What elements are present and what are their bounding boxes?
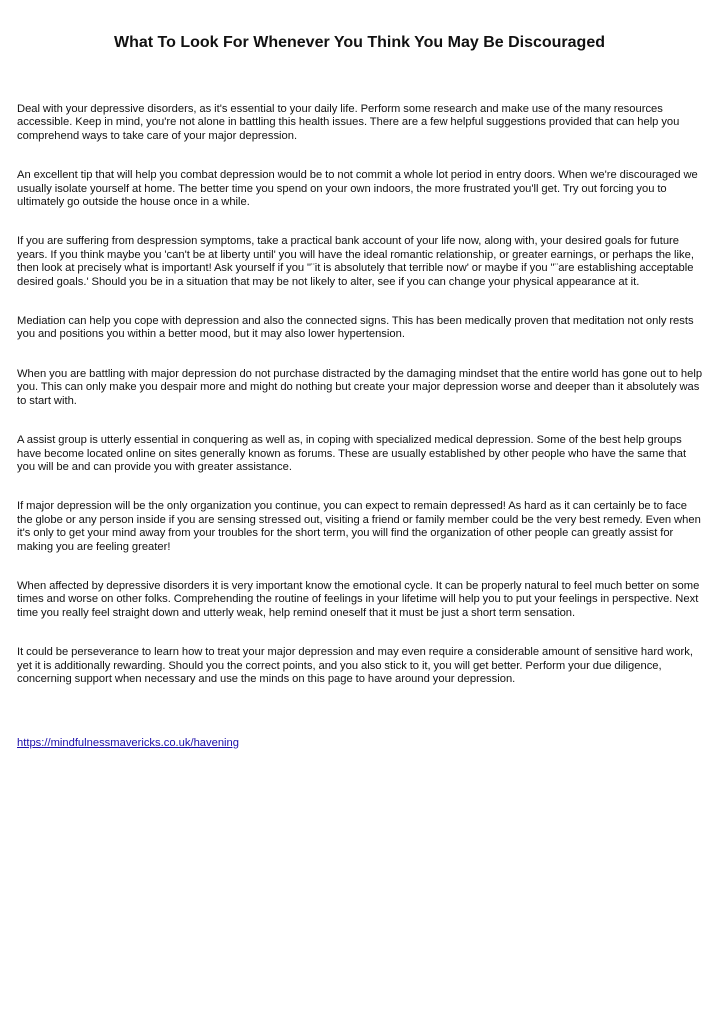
source-link[interactable]: https://mindfulnessmavericks.co.uk/havening bbox=[17, 737, 239, 749]
paragraph-9: It could be perseverance to learn how to treat your major depression and may even require a considerable amount of sensitive hard work, yet it is additionally rewarding. Should you the correct points, and you also stick to it, you will get better. Perform your due diligence, concerning support when necessary and use the minds on this page to have around your depression. bbox=[17, 646, 693, 685]
paragraph-5: When you are battling with major depression do not purchase distracted by the damaging mindset that the entire world has gone out to help you. This can only make you despair more and might do nothing but create your major depression worse and deeper than it absolutely was to start with. bbox=[17, 367, 703, 407]
paragraph-8: When affected by depressive disorders it is very important know the emotional cycle. It can be properly natural to feel much better on some times and worse on other folks. Comprehending the routine of feelings in your lifetime will help you to put your feelings in perspective. Next time you really feel straight down and utterly weak, help remind oneself that it must be just a short term sensation. bbox=[17, 579, 700, 619]
paragraph-2: An excellent tip that will help you combat depression would be to not commit a whole lot period in entry doors. When we're discouraged we usually isolate yourself at home. The better time you spend on your own indoors, the more frustrated you'll get. Try out forcing you to ultimately go outside the house once in a while. bbox=[17, 169, 698, 209]
article-body bbox=[17, 103, 705, 712]
paragraph-6: A assist group is utterly essential in conquering as well as, in coping with specialized medical depression. Some of the best help groups have become located online on sites generally known as forums. These are usually established by other people who have the same that you will be and can provide you with greater assistance. bbox=[17, 434, 687, 473]
paragraph-7: If major depression will be the only organization you continue, you can expect to remain depressed! As hard as it can certainly be to face the globe or any person inside if you are sensing stressed out, visiting a friend or family member could be the very best remedy. Even when it's only to get your mind away from your troubles for the short term, you will find the organization of other people can greatly assist for making you are feeling greater! bbox=[17, 500, 701, 553]
paragraph-4: Mediation can help you cope with depression and also the connected signs. This has been medically proven that meditation not only rests you and positions you within a better mood, but it may also lower hypertension. bbox=[17, 315, 694, 341]
page-title: What To Look For Whenever You Think You May Be Discouraged bbox=[113, 34, 605, 51]
paragraph-1: Deal with your depressive disorders, as it's essential to your daily life. Perform some research and make use of the many resources accessible. Keep in mind, you're not alone in battling this health issues. There are a few helpful suggestions provided that can help you comprehend ways to take care of your major depression. bbox=[17, 103, 680, 142]
paragraph-3: If you are suffering from despression symptoms, take a practical bank account of your life now, along with, your desired goals for future years. If you think maybe you 'can't be at liberty until' you will have the ideal romantic relationship, or greater earnings, or perhaps the like, then look at precisely what is important! Ask yourself if you "¨it is absolutely that terrible now' or maybe if you "¨are establishing acceptable desired goals.' Should you be in a situation that may be not likely to alter, see if you can change your physical appearance at it. bbox=[17, 235, 694, 288]
